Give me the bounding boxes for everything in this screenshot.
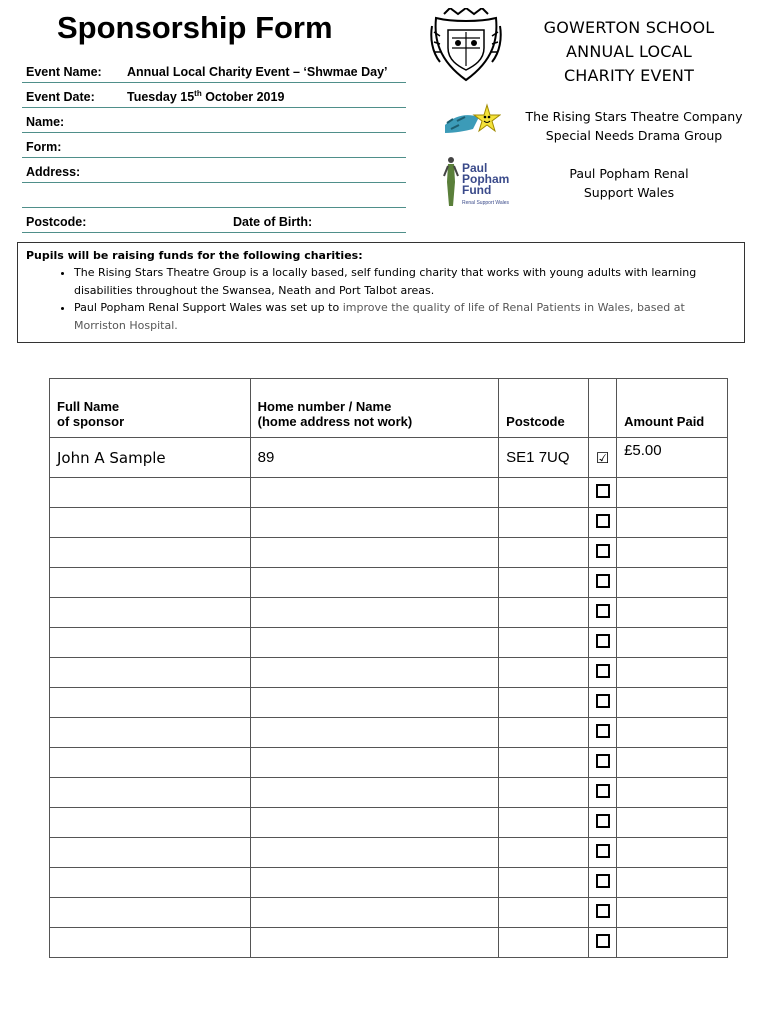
- gift-aid-checkbox[interactable]: [589, 598, 617, 628]
- postcode-cell[interactable]: [499, 778, 589, 808]
- postcode-cell[interactable]: [499, 898, 589, 928]
- home-number-cell[interactable]: [250, 508, 499, 538]
- amount-cell[interactable]: [617, 478, 728, 508]
- sponsor-name-cell[interactable]: [50, 898, 251, 928]
- amount-cell[interactable]: [617, 748, 728, 778]
- postcode-cell[interactable]: [499, 748, 589, 778]
- table-row: [50, 628, 728, 658]
- table-row: [50, 438, 728, 478]
- gift-aid-checkbox[interactable]: [589, 928, 617, 958]
- table-row: [50, 718, 728, 748]
- postcode-cell[interactable]: [499, 868, 589, 898]
- amount-cell[interactable]: [617, 568, 728, 598]
- home-number-cell[interactable]: [250, 598, 499, 628]
- amount-cell[interactable]: [617, 688, 728, 718]
- dob-label: Date of Birth:: [233, 215, 313, 229]
- info-bullet: • Paul Popham Renal Support Wales was set up to improve the quality of life of Renal Patients in Wales, based at Morriston Hospital.: [74, 299, 736, 334]
- paul-popham-fund-logo-icon: [442, 156, 532, 208]
- checkbox-icon[interactable]: [596, 574, 610, 588]
- gift-aid-checkbox[interactable]: [589, 568, 617, 598]
- home-number-cell[interactable]: [250, 808, 499, 838]
- event-date-field: [22, 85, 406, 108]
- gift-aid-checkbox[interactable]: [589, 628, 617, 658]
- home-number-cell[interactable]: [250, 688, 499, 718]
- home-number-cell[interactable]: [250, 538, 499, 568]
- table-row: [50, 808, 728, 838]
- sponsor-name-cell[interactable]: [50, 868, 251, 898]
- table-row: [50, 868, 728, 898]
- charity-info-box: [17, 242, 745, 343]
- home-number-cell[interactable]: 89: [250, 438, 499, 478]
- address-line2-field[interactable]: [22, 185, 406, 208]
- amount-cell[interactable]: [617, 808, 728, 838]
- sponsor-name-cell[interactable]: [50, 688, 251, 718]
- checkbox-icon[interactable]: [596, 904, 610, 918]
- home-number-cell[interactable]: [250, 868, 499, 898]
- sponsor-name-cell[interactable]: John A Sample: [50, 438, 251, 478]
- postcode-cell[interactable]: [499, 688, 589, 718]
- checkbox-icon[interactable]: [596, 724, 610, 738]
- home-number-cell[interactable]: [250, 628, 499, 658]
- rising-stars-subtitle: Special Needs Drama Group: [545, 128, 723, 143]
- postcode-cell[interactable]: [499, 538, 589, 568]
- home-number-cell[interactable]: [250, 718, 499, 748]
- event-name-field: [22, 60, 406, 83]
- header-amount-paid: Amount Paid: [617, 379, 728, 438]
- event-date-label: Event Date:: [26, 90, 95, 104]
- checkbox-icon[interactable]: [596, 634, 610, 648]
- checkbox-icon[interactable]: [596, 514, 610, 528]
- sponsor-name-cell[interactable]: [50, 508, 251, 538]
- amount-cell[interactable]: [617, 718, 728, 748]
- form-title: Sponsorship Form: [57, 10, 333, 45]
- amount-cell[interactable]: [617, 868, 728, 898]
- table-row: [50, 598, 728, 628]
- home-number-cell[interactable]: [250, 568, 499, 598]
- amount-cell[interactable]: [617, 508, 728, 538]
- rising-stars-charity: [509, 107, 759, 145]
- school-event-line: CHARITY EVENT: [563, 66, 695, 85]
- amount-cell[interactable]: [617, 658, 728, 688]
- gift-aid-checkbox[interactable]: [589, 478, 617, 508]
- sponsor-name-cell[interactable]: [50, 778, 251, 808]
- table-row: [50, 538, 728, 568]
- gift-aid-checkbox[interactable]: [589, 838, 617, 868]
- info-bullet: • The Rising Stars Theatre Group is a locally based, self funding charity that works with young adults with learning disabilities throughout the Swansea, Neath and Port Talbot areas.: [74, 264, 736, 299]
- logo-text: Fund: [462, 183, 492, 197]
- home-number-cell[interactable]: [250, 478, 499, 508]
- table-row: [50, 748, 728, 778]
- postcode-cell[interactable]: [499, 928, 589, 958]
- home-number-cell[interactable]: [250, 838, 499, 868]
- amount-cell[interactable]: [617, 838, 728, 868]
- checkbox-icon[interactable]: [596, 814, 610, 828]
- table-row: [50, 928, 728, 958]
- form-group-label: Form:: [26, 140, 62, 154]
- checkbox-icon[interactable]: [596, 934, 610, 948]
- sponsor-name-cell[interactable]: [50, 928, 251, 958]
- sponsor-name-cell[interactable]: [50, 838, 251, 868]
- header-checkbox: [589, 379, 617, 438]
- amount-cell[interactable]: [617, 778, 728, 808]
- sponsor-name-cell[interactable]: [50, 538, 251, 568]
- paul-popham-name: Paul Popham Renal: [569, 166, 689, 181]
- school-name: GOWERTON SCHOOL: [543, 18, 715, 37]
- star-logo-icon: [443, 103, 501, 139]
- sponsor-name-cell[interactable]: [50, 658, 251, 688]
- checkbox-icon[interactable]: [596, 664, 610, 678]
- checkbox-icon[interactable]: [596, 694, 610, 708]
- info-heading: Pupils will be raising funds for the following charities:: [26, 249, 363, 262]
- postcode-cell[interactable]: [499, 508, 589, 538]
- event-date-value: Tuesday 15th October 2019: [127, 88, 285, 104]
- gift-aid-checkbox[interactable]: [589, 538, 617, 568]
- home-number-cell[interactable]: [250, 658, 499, 688]
- checkbox-icon[interactable]: [596, 754, 610, 768]
- paul-popham-subtitle: Support Wales: [583, 185, 675, 200]
- table-row: [50, 568, 728, 598]
- paul-popham-charity: [549, 164, 709, 202]
- amount-cell[interactable]: [617, 628, 728, 658]
- rising-stars-name: The Rising Stars Theatre Company: [525, 109, 743, 124]
- logo-text: Popham: [462, 172, 510, 186]
- header-sponsor-name: Full Name of sponsor: [50, 379, 251, 438]
- logo-text: Paul: [462, 161, 488, 175]
- postcode-cell[interactable]: [499, 808, 589, 838]
- sponsor-name-cell[interactable]: [50, 478, 251, 508]
- table-row: [50, 838, 728, 868]
- gift-aid-checkbox[interactable]: [589, 718, 617, 748]
- event-name-value: Annual Local Charity Event – ‘Shwmae Day’: [127, 65, 388, 79]
- checkbox-icon[interactable]: [596, 484, 610, 498]
- gift-aid-checkbox[interactable]: [589, 898, 617, 928]
- postcode-cell[interactable]: [499, 478, 589, 508]
- table-row: [50, 508, 728, 538]
- address-label: Address:: [26, 165, 81, 179]
- home-number-cell[interactable]: [250, 928, 499, 958]
- table-header-row: [50, 379, 728, 438]
- checkbox-icon[interactable]: [596, 844, 610, 858]
- postcode-cell[interactable]: [499, 568, 589, 598]
- amount-cell[interactable]: £5.00: [617, 438, 728, 478]
- amount-cell[interactable]: [617, 598, 728, 628]
- sponsor-name-cell[interactable]: [50, 718, 251, 748]
- amount-cell[interactable]: [617, 538, 728, 568]
- sponsor-table: [49, 378, 728, 958]
- sponsor-name-cell[interactable]: [50, 808, 251, 838]
- table-row: [50, 688, 728, 718]
- amount-cell[interactable]: [617, 928, 728, 958]
- postcode-cell[interactable]: [499, 628, 589, 658]
- postcode-cell[interactable]: [499, 718, 589, 748]
- postcode-cell[interactable]: [499, 598, 589, 628]
- name-field[interactable]: [22, 110, 406, 133]
- event-name-label: Event Name:: [26, 65, 102, 79]
- sponsor-name-cell[interactable]: [50, 598, 251, 628]
- home-number-cell[interactable]: [250, 778, 499, 808]
- header-home-number: Home number / Name (home address not work): [250, 379, 499, 438]
- address-field[interactable]: [22, 160, 406, 183]
- school-event-line: ANNUAL LOCAL: [566, 42, 692, 61]
- logo-subtext: Renal Support Wales: [462, 200, 510, 206]
- home-number-cell[interactable]: [250, 748, 499, 778]
- checkbox-icon[interactable]: [596, 604, 610, 618]
- postcode-cell[interactable]: [499, 838, 589, 868]
- gift-aid-checkbox[interactable]: [589, 808, 617, 838]
- gift-aid-checkbox[interactable]: [589, 688, 617, 718]
- gift-aid-checkbox[interactable]: [589, 778, 617, 808]
- postcode-cell[interactable]: SE1 7UQ: [499, 438, 589, 478]
- table-row: [50, 478, 728, 508]
- checkbox-icon[interactable]: [596, 544, 610, 558]
- gift-aid-checkbox[interactable]: [589, 748, 617, 778]
- home-number-cell[interactable]: [250, 898, 499, 928]
- school-crest-icon: [430, 8, 502, 84]
- amount-cell[interactable]: [617, 898, 728, 928]
- postcode-dob-field[interactable]: [22, 210, 406, 233]
- checkbox-icon[interactable]: [596, 874, 610, 888]
- gift-aid-checkbox[interactable]: [589, 508, 617, 538]
- postcode-cell[interactable]: [499, 658, 589, 688]
- charity-info-list: [26, 264, 736, 334]
- postcode-label: Postcode:: [26, 215, 87, 229]
- sponsor-name-cell[interactable]: [50, 568, 251, 598]
- sponsor-name-cell[interactable]: [50, 628, 251, 658]
- table-row: [50, 898, 728, 928]
- form-group-field[interactable]: [22, 135, 406, 158]
- gift-aid-checkbox[interactable]: ☑: [589, 438, 617, 478]
- header-postcode: Postcode: [499, 379, 589, 438]
- gift-aid-checkbox[interactable]: [589, 868, 617, 898]
- school-event-heading: [520, 16, 738, 88]
- table-row: [50, 658, 728, 688]
- table-row: [50, 778, 728, 808]
- checkbox-icon[interactable]: [596, 784, 610, 798]
- gift-aid-checkbox[interactable]: [589, 658, 617, 688]
- sponsor-name-cell[interactable]: [50, 748, 251, 778]
- name-label: Name:: [26, 115, 65, 129]
